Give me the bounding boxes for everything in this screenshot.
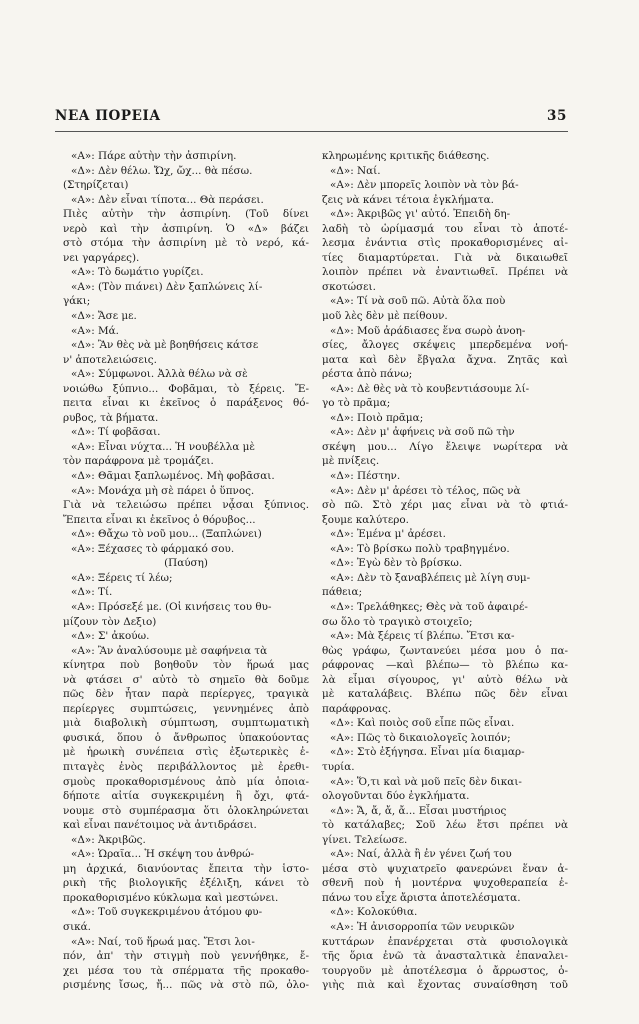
text-line: ζεις νὰ κάνει τέτοια ἐγκλήματα. (322, 193, 494, 206)
text-line: «Δ»: Ἀκριβῶς γι' αὐτό. Ἐπειδὴ δη- (330, 208, 511, 221)
text-line: «Α»: Ναί, ἀλλὰ ἢ ἐν γένει ζωή του (330, 848, 512, 861)
text-line: λὰ εἶμαι σίγουρος, γι' αὐτὸ θέλω νὰ (322, 673, 568, 686)
text-line: «Δ»: Ποιὸ πρᾶμα; (330, 411, 424, 424)
text-line: «Α»: Ξέχασες τὸ φάρμακό σου. (71, 542, 235, 555)
text-line: κίνητρα ποὺ βοηθοῦν τὸν ἥρωά μας (63, 659, 309, 672)
text-line: σμοὺς προκαθορισμένους ἀπὸ μία ὁποια- (63, 775, 309, 788)
text-line: μὲ ἡρωικὴ συνέπεια στὶς ἐξωτερικὲς ἐ- (63, 746, 309, 759)
text-line: «Δ»: Μοῦ ἀράδιασες ἕνα σωρὸ ἀνοη- (330, 324, 526, 337)
text-line: σω ὅλο τὸ τραγικὸ στοιχεῖο; (322, 615, 473, 628)
text-line: τίες διαμαρτύρεται. Γιὰ νὰ δικαιωθεῖ (322, 251, 568, 264)
text-line: «Α»: Μονάχα μὴ σὲ πάρει ὁ ὕπνος. (71, 484, 255, 497)
text-line: «Α»: Τί νὰ σοῦ πῶ. Αὐτὰ ὅλα ποὺ (330, 295, 506, 308)
text-line: νερὸ καὶ τὴν ἀσπιρίνη. Ὁ «Δ» βάζει (63, 222, 309, 235)
text-line: «Δ»: Πέστην. (330, 470, 401, 483)
text-line: «Δ»: Τρελάθηκες; Θὲς νὰ τοῦ ἀφαιρέ- (330, 600, 528, 613)
text-line: τυρία. (322, 760, 355, 773)
text-line: «Α»: Δὲ θὲς νὰ τὸ κουβεντιάσουμε λί- (330, 382, 530, 395)
text-line: «Δ»: Τί. (71, 586, 113, 599)
text-line: δήποτε αἰτία συγκεκριμένη ἢ ὄχι, φτά- (63, 790, 309, 803)
text-line: ξουμε καλύτερο. (322, 513, 409, 526)
text-line: θὼς γράφω, ζωντανεύει μέσα μου ὁ πα- (322, 644, 568, 657)
text-line: ράφρονας —καὶ βλέπω— τὸ βλέπω κα- (322, 659, 568, 672)
text-line: τουργοῦν μὲ ἀποτέλεσμα ὁ ἄρρωστος, ὁ- (322, 964, 568, 977)
text-line: «Δ»: Σ' ἀκούω. (71, 630, 150, 643)
text-line: τὸ κατάλαβες; Σοῦ λέω ἔτσι πρέπει νὰ (322, 819, 568, 832)
right-column (322, 149, 568, 993)
text-line: σίες, ἄλογες σκέψεις μπερδεμένα νοή- (322, 339, 568, 352)
text-line: «Δ»: Καὶ ποιὸς σοῦ εἶπε πῶς εἶναι. (330, 717, 515, 730)
text-line: «Δ»: Ναί. (330, 164, 381, 177)
text-line: «Α»: Εἶναι νύχτα... Ἡ νουβέλλα μὲ (71, 440, 256, 453)
text-line: ματα καὶ δὲν ἔβγαλα ἄχνα. Ζητᾶς καὶ (322, 353, 568, 366)
text-line: προκαθορισμένο κύκλωμα καὶ μεστώνει. (63, 891, 279, 904)
text-line: «Α»: Ναί, τοῦ ἥρωά μας. Ἔτσι λοι- (71, 935, 255, 948)
text-line: κυττάρων ἐπανέρχεται στὰ φυσιολογικὰ (322, 935, 568, 948)
text-line: «Α»: Τὸ δωμάτιο γυρίζει. (71, 266, 204, 279)
text-line: σθενῆ ποὺ ἡ μοντέρνα ψυχοθεραπεία ἐ- (322, 877, 568, 890)
text-line: «Δ»: Ἄ, ἄ, ἄ, ἄ... Εἶσαι μυστήριος (330, 804, 507, 817)
text-line: «Α»: Πρόσεξέ με. (Οἱ κινήσεις του θυ- (71, 600, 272, 613)
left-column (63, 149, 309, 993)
text-line: νουμε στὸ συμπέρασμα ὅτι ὁλοκληρώνεται (63, 804, 309, 817)
text-line: μίζουν τὸν Δεξιο) (63, 615, 157, 628)
text-line: τὸν παράφρονα μὲ τρομάζει. (63, 455, 214, 468)
text-line: «Α»: Μά. (71, 324, 119, 337)
text-line: «Α»: Μὰ ξέρεις τί βλέπω. Ἔτσι κα- (330, 630, 515, 643)
text-line: πειτα εἶναι κι ἐκεῖνος ὁ παράξενος θό- (63, 397, 309, 410)
text-line: πῶς δὲν ἦταν παρὰ περίεργες, τραγικὰ (63, 688, 309, 701)
text-line: «Δ»: Θἄχω τὸ νοῦ μου... (Ξαπλώνει) (71, 528, 262, 541)
text-line: λεσμα ἐνάντια στὶς προκαθορισμένες αἰ- (322, 237, 568, 250)
text-line: παράφρονας. (322, 702, 392, 715)
text-line: καὶ εἶναι πανέτοιμος νὰ ἀντιδράσει. (63, 819, 257, 832)
text-line: μιὰ διαβολικὴ σύμπτωση, συμπτωματικὴ (63, 717, 309, 730)
text-line: κληρωμένης κριτικῆς διάθεσης. (322, 150, 490, 162)
text-line: «Α»: Ἡ ἀνισορροπία τῶν νευρικῶν (330, 920, 515, 933)
text-line: «Δ»: Στὸ ἐξήγησα. Εἶναι μία διαμαρ- (330, 746, 525, 759)
text-line: μοῦ λὲς δὲν μὲ πείθουν. (322, 310, 448, 323)
text-line: γίνει. Τελείωσε. (322, 833, 408, 846)
text-line: «Α»: Σύμφωνοι. Ἀλλὰ θέλω νὰ σὲ (71, 368, 248, 381)
text-line: ρικὴ τῆς βιολογικῆς ἐξέλιξη, κάνει τὸ (63, 877, 309, 890)
text-line: «Α»: (Τὸν πιάνει) Δὲν ξαπλώνεις λί- (71, 280, 263, 293)
text-line: «Δ»: Θᾶμαι ξαπλωμένος. Μὴ φοβᾶσαι. (71, 470, 275, 483)
text-line: πόν, ἀπ' τὴν στιγμὴ ποὺ γεννήθηκε, ἔ- (63, 950, 309, 963)
text-line: ρέστα ἀπὸ πάνω; (322, 368, 413, 381)
text-line: μέσα στὸ ψυχιατρεῖο φανερώνει ἕναν ἀ- (322, 862, 568, 875)
text-line: (Παύση) (164, 557, 208, 570)
text-line: «Δ»: Ἄσε με. (71, 310, 137, 323)
text-line: γάκι; (63, 295, 91, 308)
text-line: «Δ»: Ἂν θὲς νὰ μὲ βοηθήσεις κάτσε (71, 339, 259, 352)
text-line: «Α»: Δὲν μπορεῖς λοιπὸν νὰ τὸν βά- (330, 179, 519, 192)
text-line: «Α»: Πῶς τὸ δικαιολογεῖς λοιπόν; (330, 731, 511, 744)
text-line: μὲ καταλάβεις. Βλέπω πῶς δὲν εἶναι (322, 688, 568, 701)
text-line: πάθεια; (322, 586, 363, 599)
text-line: «Α»: Δὲν μ' ἀρέσει τὸ τέλος, πῶς νὰ (330, 484, 521, 497)
text-line: Ἔπειτα εἶναι κι ἐκεῖνος ὁ θόρυβος... (63, 513, 256, 526)
text-line: γιὴς πιὰ καὶ ἔχοντας συναίσθηση τοῦ (322, 979, 568, 992)
text-line: σικά. (63, 920, 91, 933)
running-header (55, 108, 567, 130)
text-line: λαδὴ τὸ ὡρίμασμά του εἶναι τὸ ἀποτέ- (322, 222, 568, 235)
text-line: «Δ»: Τοῦ συγκεκριμένου ἀτόμου φυ- (71, 906, 263, 919)
text-line: «Α»: Δὲν εἶναι τίποτα... Θὰ περάσει. (71, 193, 264, 206)
text-line: σκέψη μου... Λίγο ἔλειψε νωρίτερα νὰ (322, 440, 568, 453)
text-line: νοιώθω ξύπνιο... Φοβᾶμαι, τὸ ξέρεις. Ἔ- (63, 382, 309, 395)
text-line: «Α»: Πάρε αὐτὴν τὴν ἀσπιρίνη. (71, 150, 237, 162)
text-line: μὲ πνίξεις. (322, 455, 380, 468)
text-line: λοιπὸν πρέπει νὰ ἐναντιωθεῖ. Πρέπει νὰ (322, 266, 568, 279)
text-line: σὸ πῶ. Στὸ χέρι μας εἶναι νὰ τὸ φτιά- (322, 499, 568, 512)
text-line: «Α»: Τὸ βρίσκω πολὺ τραβηγμένο. (330, 542, 510, 555)
text-line: «Δ»: Ἀκριβῶς. (71, 833, 146, 846)
text-line: πάνω του εἶχε ἄριστα ἀποτελέσματα. (322, 891, 521, 904)
page-number: 35 (547, 108, 567, 124)
text-line: περίεργες συμπτώσεις, γεννημένες ἀπὸ (63, 702, 309, 715)
text-line: «Α»: Δὲν τὸ ξαναβλέπεις μὲ λίγη συμ- (330, 571, 531, 584)
text-line: (Στηρίζεται) (63, 179, 129, 192)
text-line: «Α»: Ἂν ἀναλύσουμε μὲ σαφήνεια τὰ (71, 644, 268, 657)
text-line: «Δ»: Ἐμένα μ' ἀρέσει. (330, 528, 446, 541)
text-line: χει μέσα του τὰ σπέρματα τῆς προκαθο- (63, 964, 309, 977)
text-line: «Α»: Ὅ,τι καὶ νὰ μοῦ πεῖς δὲν δικαι- (330, 775, 522, 788)
header-rule (55, 131, 568, 132)
text-line: γο τὸ πρᾶμα; (322, 397, 391, 410)
text-line: σκοτώσει. (322, 280, 376, 293)
text-line: «Α»: Δὲν μ' ἀφήνεις νὰ σοῦ πῶ τὴν (330, 426, 515, 439)
text-line: «Δ»: Τί φοβᾶσαι. (71, 426, 161, 439)
text-line: «Δ»: Δὲν θέλω. Ὤχ, ὤχ... θὰ πέσω. (71, 164, 253, 177)
text-line: πιταγὲς ἑνὸς περιβάλλοντος μὲ ἐρεθι- (63, 760, 309, 773)
text-line: τῆς ὅρια ἐνῶ τὰ ἀνασταλτικὰ ἐπαναλει- (322, 950, 568, 963)
journal-title: ΝΕΑ ΠΟΡΕΙΑ (55, 108, 161, 124)
text-line: φυσικά, ὅπου ὁ ἄνθρωπος ὑπακούοντας (63, 731, 309, 744)
text-line: ρισμένης ἴσως, ἤ... πῶς νὰ στὸ πῶ, ὁλο- (63, 979, 309, 992)
text-line: μη ἀρχικά, διανύοντας ἔπειτα τὴν ἱστο- (63, 862, 309, 875)
text-line: ολογοῦνται δύο ἐγκλήματα. (322, 790, 470, 803)
text-line: «Δ»: Ἐγὼ δὲν τὸ βρίσκω. (330, 557, 463, 570)
text-line: νει γαργάρες). (63, 251, 140, 264)
text-line: νὰ φτάσει σ' αὐτὸ τὸ σημεῖο θὰ δοῦμε (63, 673, 309, 686)
text-line: ν' ἀποτελειώσεις. (63, 353, 157, 366)
text-line: ρυβος, τὰ βήματα. (63, 411, 159, 424)
text-line: στὸ στόμα τὴν ἀσπιρίνη μὲ τὸ νερό, κά- (63, 237, 309, 250)
text-line: Πιὲς αὐτὴν τὴν ἀσπιρίνη. (Τοῦ δίνει (63, 208, 309, 221)
text-line: «Δ»: Κολοκύθια. (330, 906, 418, 919)
text-line: Γιὰ νὰ τελειώσω πρέπει νᾆσαι ξύπνιος. (63, 499, 309, 512)
text-line: «Α»: Ξέρεις τί λέω; (71, 571, 173, 584)
text-line: «Α»: Ὡραῖα... Ἡ σκέψη του ἀνθρώ- (71, 848, 255, 861)
